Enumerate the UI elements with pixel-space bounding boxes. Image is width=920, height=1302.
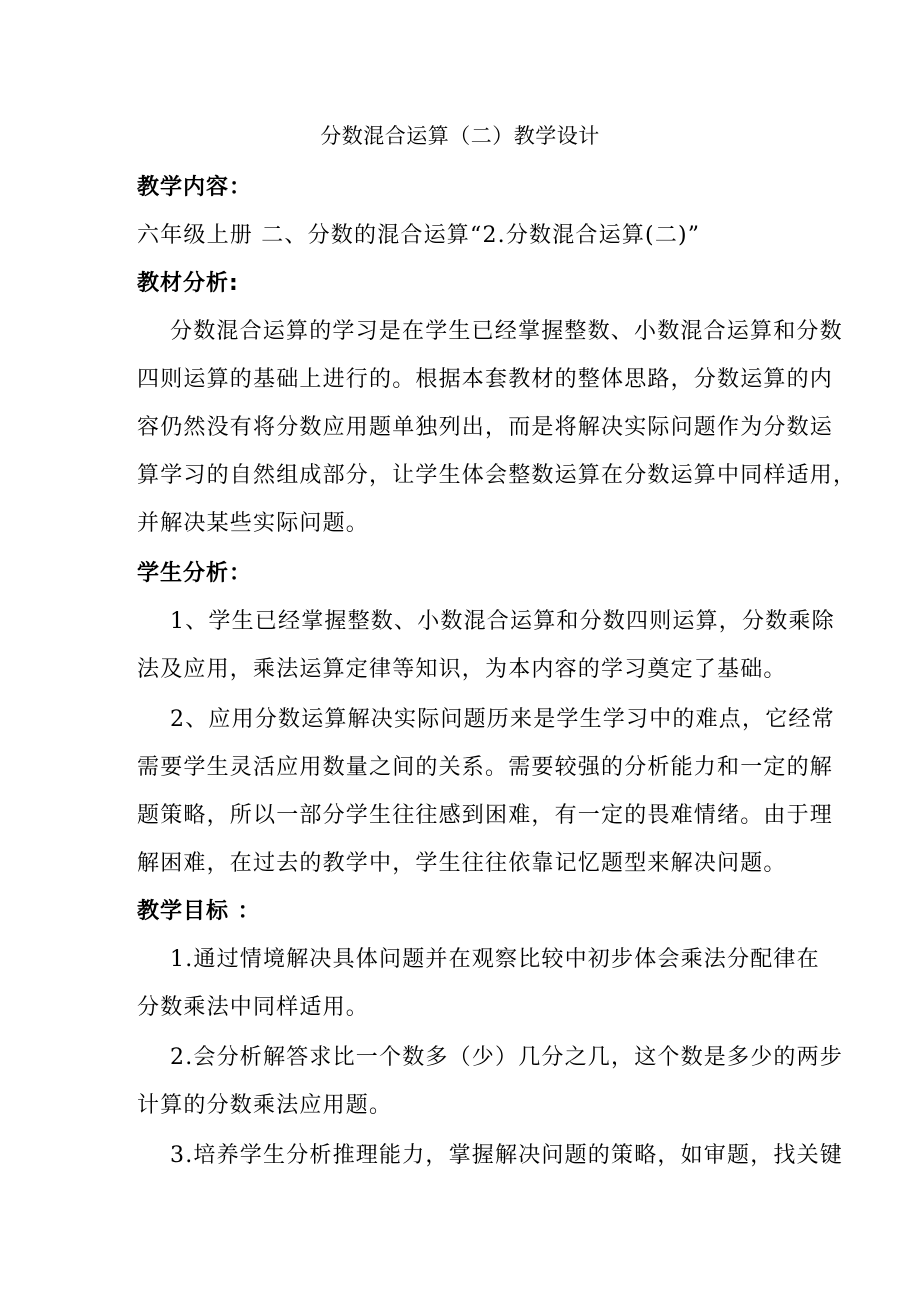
- paragraph-line: 2.会分析解答求比一个数多（少）几分之几，这个数是多少的两步: [170, 1045, 843, 1070]
- paragraph-line: 需要学生灵活应用数量之间的关系。需要较强的分析能力和一定的解: [137, 755, 834, 780]
- paragraph-line: 算学习的自然组成部分，让学生体会整数运算在分数运算中同样适用，: [137, 463, 857, 488]
- paragraph-line: 分数混合运算的学习是在学生已经掌握整数、小数混合运算和分数: [170, 319, 843, 344]
- paragraph-line: 四则运算的基础上进行的。根据本套教材的整体思路，分数运算的内: [137, 367, 834, 392]
- paragraph-line: 计算的分数乘法应用题。: [137, 1093, 393, 1118]
- heading-teaching-content: 教学内容：: [137, 175, 253, 200]
- heading-student-analysis: 学生分析：: [137, 561, 253, 586]
- heading-textbook-analysis: 教材分析:: [137, 271, 239, 296]
- paragraph-line: 1、学生已经掌握整数、小数混合运算和分数四则运算，分数乘除: [170, 609, 835, 634]
- teaching-content-text: 六年级上册 二、分数的混合运算“2.分数混合运算(二)”: [137, 223, 701, 248]
- paragraph-line: 题策略，所以一部分学生往往感到困难，有一定的畏难情绪。由于理: [137, 803, 834, 828]
- paragraph-line: 容仍然没有将分数应用题单独列出，而是将解决实际问题作为分数运: [137, 415, 834, 440]
- paragraph-line: 法及应用，乘法运算定律等知识，为本内容的学习奠定了基础。: [137, 657, 787, 682]
- paragraph-line: 分数乘法中同样适用。: [137, 995, 370, 1020]
- paragraph-line: 1.通过情境解决具体问题并在观察比较中初步体会乘法分配律在: [170, 947, 820, 972]
- paragraph-line: 2、应用分数运算解决实际问题历来是学生学习中的难点，它经常: [170, 707, 835, 732]
- paragraph-line: 解困难，在过去的教学中，学生往往依靠记忆题型来解决问题。: [137, 851, 787, 876]
- paragraph-line: 3.培养学生分析推理能力，掌握解决问题的策略，如审题，找关键: [170, 1143, 843, 1168]
- heading-teaching-goals: 教学目标 ：: [137, 899, 261, 924]
- document-title: 分数混合运算（二）教学设计: [320, 124, 600, 148]
- paragraph-line: 并解决某些实际问题。: [137, 511, 370, 536]
